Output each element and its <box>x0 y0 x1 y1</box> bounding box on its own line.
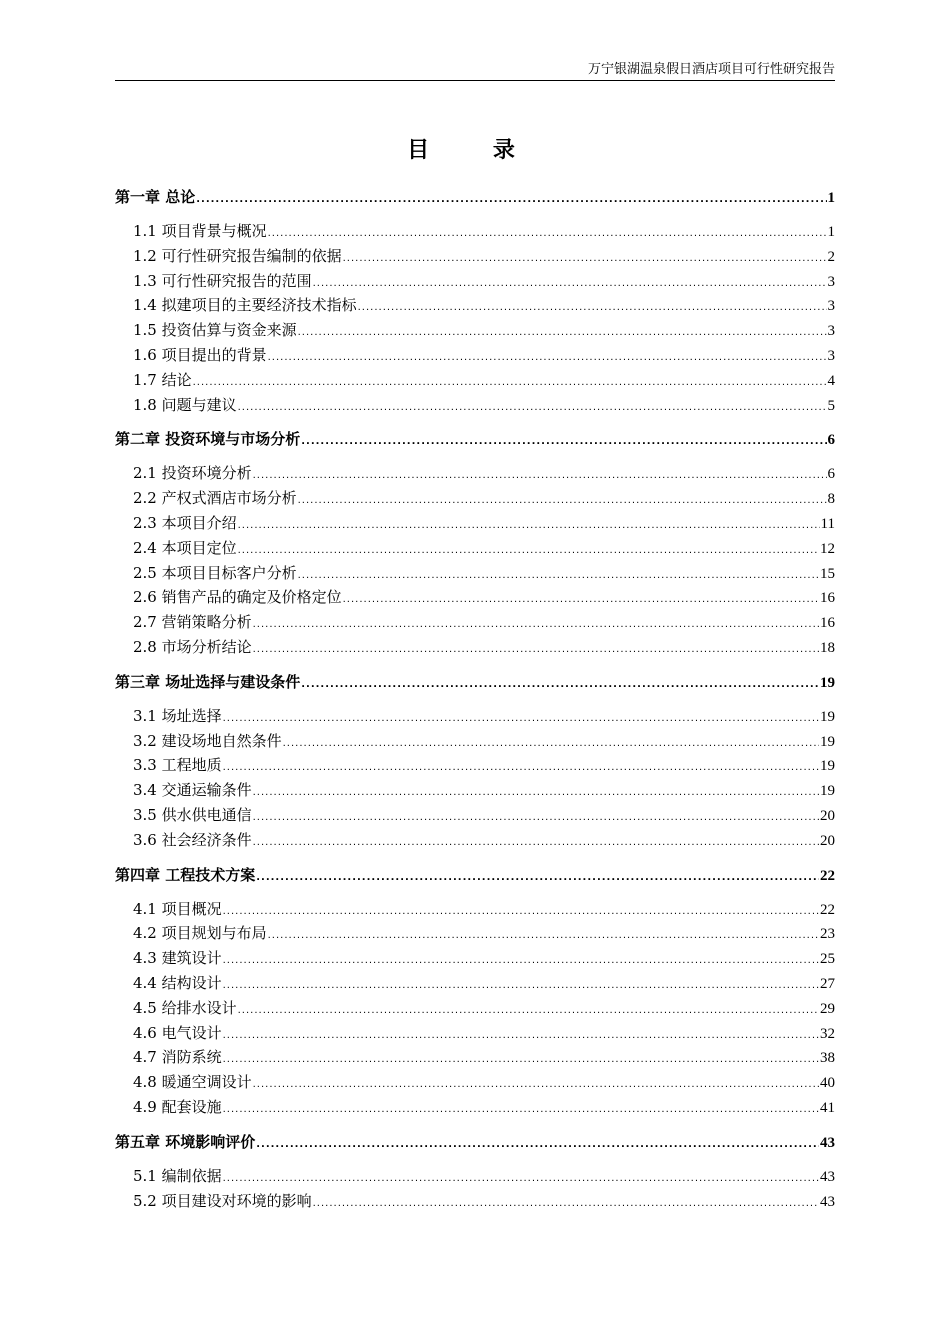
toc-section-entry[interactable] <box>115 368 835 393</box>
toc-page-number: 20 <box>820 807 835 824</box>
toc-entry-label: 4.9 配套设施 <box>133 1097 222 1116</box>
toc-chapter-entry[interactable] <box>115 863 835 887</box>
toc-entry-label: 3.4 交通运输条件 <box>133 781 252 800</box>
dot-leader <box>256 1133 819 1154</box>
toc-entry-label: 2.5 本项目目标客户分析 <box>133 563 297 582</box>
toc-entry-label: 2.1 投资环境分析 <box>133 464 252 483</box>
toc-section-entry[interactable] <box>115 219 835 244</box>
toc-entry-label: 4.4 结构设计 <box>133 973 222 992</box>
toc-page-number: 22 <box>820 901 835 918</box>
toc-page-number: 8 <box>827 491 835 508</box>
dot-leader <box>283 732 819 754</box>
toc-page-number: 3 <box>827 273 835 290</box>
toc-section-entry[interactable] <box>115 585 835 610</box>
page-title: 目 录 <box>407 138 543 163</box>
toc-section-entry[interactable] <box>115 828 835 853</box>
toc-page-number: 4 <box>827 372 835 389</box>
toc-section-entry[interactable] <box>115 1045 835 1070</box>
dot-leader <box>238 396 827 418</box>
toc-section-entry[interactable] <box>115 511 835 536</box>
dot-leader <box>343 247 827 269</box>
toc-page-number: 3 <box>827 347 835 364</box>
toc-section-entry[interactable] <box>115 996 835 1021</box>
toc-page-number: 43 <box>820 1134 835 1151</box>
toc-chapter-entry[interactable] <box>115 185 835 209</box>
toc-section-entry[interactable] <box>115 946 835 971</box>
dot-leader <box>358 296 827 318</box>
dot-leader <box>223 1024 819 1046</box>
toc-entry-label: 3.2 建设场地自然条件 <box>133 731 282 750</box>
dot-leader <box>223 1167 819 1189</box>
dot-leader <box>343 588 819 610</box>
toc-section-entry[interactable] <box>115 461 835 486</box>
toc-section-entry[interactable] <box>115 753 835 778</box>
toc-page-number: 41 <box>820 1099 835 1116</box>
toc-entry-label: 1.6 项目提出的背景 <box>133 345 267 364</box>
toc-entry-label: 2.3 本项目介绍 <box>133 513 237 532</box>
toc-section-entry[interactable] <box>115 244 835 269</box>
dot-leader <box>223 707 819 729</box>
toc-page-number: 19 <box>820 733 835 750</box>
dot-leader <box>223 1048 819 1070</box>
toc-page-number: 3 <box>827 323 835 340</box>
dot-leader <box>253 638 819 660</box>
toc-entry-label: 2.6 销售产品的确定及价格定位 <box>133 588 342 607</box>
toc-page-number: 43 <box>820 1193 835 1210</box>
toc-entry-label: 第三章 场址选择与建设条件 <box>115 672 301 691</box>
toc-page-number: 19 <box>820 783 835 800</box>
toc-section-entry[interactable] <box>115 293 835 318</box>
toc-entry-label: 2.4 本项目定位 <box>133 538 237 557</box>
toc-page-number: 2 <box>827 248 835 265</box>
dot-leader <box>196 188 826 209</box>
toc-entry-label: 1.1 项目背景与概况 <box>133 222 267 240</box>
toc-chapter-entry[interactable] <box>115 1130 835 1154</box>
running-header: 万宁银湖温泉假日酒店项目可行性研究报告 <box>587 62 835 77</box>
dot-leader <box>301 430 826 451</box>
toc-section-entry[interactable] <box>115 1070 835 1095</box>
dot-leader <box>223 1098 819 1120</box>
toc-page-number: 25 <box>820 951 835 968</box>
toc-entry-label: 4.6 电气设计 <box>133 1023 222 1042</box>
dot-leader <box>253 831 819 853</box>
dot-leader <box>238 999 819 1021</box>
toc-page-number: 19 <box>820 758 835 775</box>
dot-leader <box>298 489 827 511</box>
toc-page-number: 23 <box>820 926 835 943</box>
toc-entry-label: 2.8 市场分析结论 <box>133 637 252 656</box>
toc-page-number: 15 <box>820 565 835 582</box>
toc-section-entry[interactable] <box>115 704 835 729</box>
toc-page-number: 19 <box>820 708 835 725</box>
toc-page-number: 6 <box>827 466 835 483</box>
dot-leader <box>301 673 819 694</box>
dot-leader <box>238 539 819 561</box>
toc-section-entry[interactable] <box>115 971 835 996</box>
toc-page-number: 27 <box>820 975 835 992</box>
toc-chapter-entry[interactable] <box>115 670 835 694</box>
dot-leader <box>238 514 820 536</box>
dot-leader <box>223 974 819 996</box>
toc-entry-label: 3.3 工程地质 <box>133 756 222 775</box>
toc-page-number: 16 <box>820 590 835 607</box>
toc-page-number: 16 <box>820 615 835 632</box>
toc-entry-label: 4.2 项目规划与布局 <box>133 924 267 943</box>
toc-section-entry[interactable] <box>115 486 835 511</box>
dot-leader <box>268 346 827 368</box>
toc-page-number: 38 <box>820 1050 835 1067</box>
toc-section-entry[interactable] <box>115 561 835 586</box>
toc-page-number: 12 <box>820 540 835 557</box>
toc-page-number: 32 <box>820 1025 835 1042</box>
toc-page-number: 22 <box>820 867 835 884</box>
dot-leader <box>298 564 819 586</box>
toc-entry-label: 1.3 可行性研究报告的范围 <box>133 271 312 290</box>
dot-leader <box>253 806 819 828</box>
toc-section-entry[interactable] <box>115 393 835 418</box>
toc-page-number: 11 <box>820 515 835 532</box>
toc-entry-label: 3.1 场址选择 <box>133 706 222 725</box>
toc-page-number: 6 <box>827 432 835 449</box>
dot-leader <box>256 866 819 887</box>
toc-section-entry[interactable] <box>115 1021 835 1046</box>
toc-entry-label: 1.8 问题与建议 <box>133 395 237 414</box>
toc-section-entry[interactable] <box>115 778 835 803</box>
toc-page-number: 5 <box>827 397 835 414</box>
toc-entry-label: 1.2 可行性研究报告编制的依据 <box>133 246 342 265</box>
toc-entry-label: 5.2 项目建设对环境的影响 <box>133 1191 312 1210</box>
toc-entry-label: 第四章 工程技术方案 <box>115 865 256 884</box>
toc-section-entry[interactable] <box>115 635 835 660</box>
toc-section-entry[interactable] <box>115 729 835 754</box>
toc-entry-label: 1.7 结论 <box>133 370 192 389</box>
toc-section-entry[interactable] <box>115 803 835 828</box>
toc-entry-label: 4.5 给排水设计 <box>133 998 237 1017</box>
toc-page-number: 18 <box>820 639 835 656</box>
toc-entry-label: 4.1 项目概况 <box>133 899 222 918</box>
toc-entry-label: 4.3 建筑设计 <box>133 949 222 968</box>
dot-leader <box>298 321 827 343</box>
dot-leader <box>223 949 819 971</box>
toc-entry-label: 2.7 营销策略分析 <box>133 613 252 632</box>
toc-entry-label: 3.6 社会经济条件 <box>133 830 252 849</box>
toc-section-entry[interactable] <box>115 897 835 922</box>
toc-page-number: 29 <box>820 1000 835 1017</box>
toc-entry-label: 2.2 产权式酒店市场分析 <box>133 489 297 508</box>
toc-page-number: 1 <box>827 224 835 240</box>
dot-leader <box>268 924 819 946</box>
toc-entry-label: 1.5 投资估算与资金来源 <box>133 321 297 340</box>
dot-leader <box>223 756 819 778</box>
toc-entry-label: 4.8 暖通空调设计 <box>133 1073 252 1092</box>
toc-chapter-entry[interactable] <box>115 427 835 451</box>
dot-leader <box>253 1073 819 1095</box>
toc-page-number: 3 <box>827 298 835 315</box>
toc-section-entry[interactable] <box>115 1164 835 1189</box>
toc-page-number: 40 <box>820 1075 835 1092</box>
toc-entry-label: 3.5 供水供电通信 <box>133 805 252 824</box>
toc-section-entry[interactable] <box>115 610 835 635</box>
dot-leader <box>313 1192 819 1214</box>
toc-page-number: 20 <box>820 832 835 849</box>
toc-page-number: 43 <box>820 1168 835 1185</box>
dot-leader <box>253 781 819 803</box>
toc-entry-label: 5.1 编制依据 <box>133 1166 222 1185</box>
toc-entry-label: 第二章 投资环境与市场分析 <box>115 430 301 449</box>
toc-section-entry[interactable] <box>115 343 835 368</box>
toc-section-entry[interactable] <box>115 1095 835 1120</box>
dot-leader <box>193 371 827 393</box>
toc-section-entry[interactable] <box>115 536 835 561</box>
dot-leader <box>313 272 827 294</box>
dot-leader <box>253 464 827 486</box>
toc-entry-label: 4.7 消防系统 <box>133 1048 222 1067</box>
toc-page-number: 1 <box>827 190 835 206</box>
table-of-contents <box>115 185 835 1213</box>
toc-section-entry[interactable] <box>115 921 835 946</box>
header-rule <box>115 80 835 81</box>
toc-section-entry[interactable] <box>115 1189 835 1214</box>
toc-section-entry[interactable] <box>115 269 835 294</box>
toc-entry-label: 第一章 总论 <box>115 188 196 206</box>
toc-section-entry[interactable] <box>115 318 835 343</box>
dot-leader <box>253 613 819 635</box>
dot-leader <box>223 900 819 922</box>
toc-page-number: 19 <box>820 674 835 691</box>
dot-leader <box>268 222 827 244</box>
toc-entry-label: 第五章 环境影响评价 <box>115 1132 256 1151</box>
toc-entry-label: 1.4 拟建项目的主要经济技术指标 <box>133 296 357 315</box>
